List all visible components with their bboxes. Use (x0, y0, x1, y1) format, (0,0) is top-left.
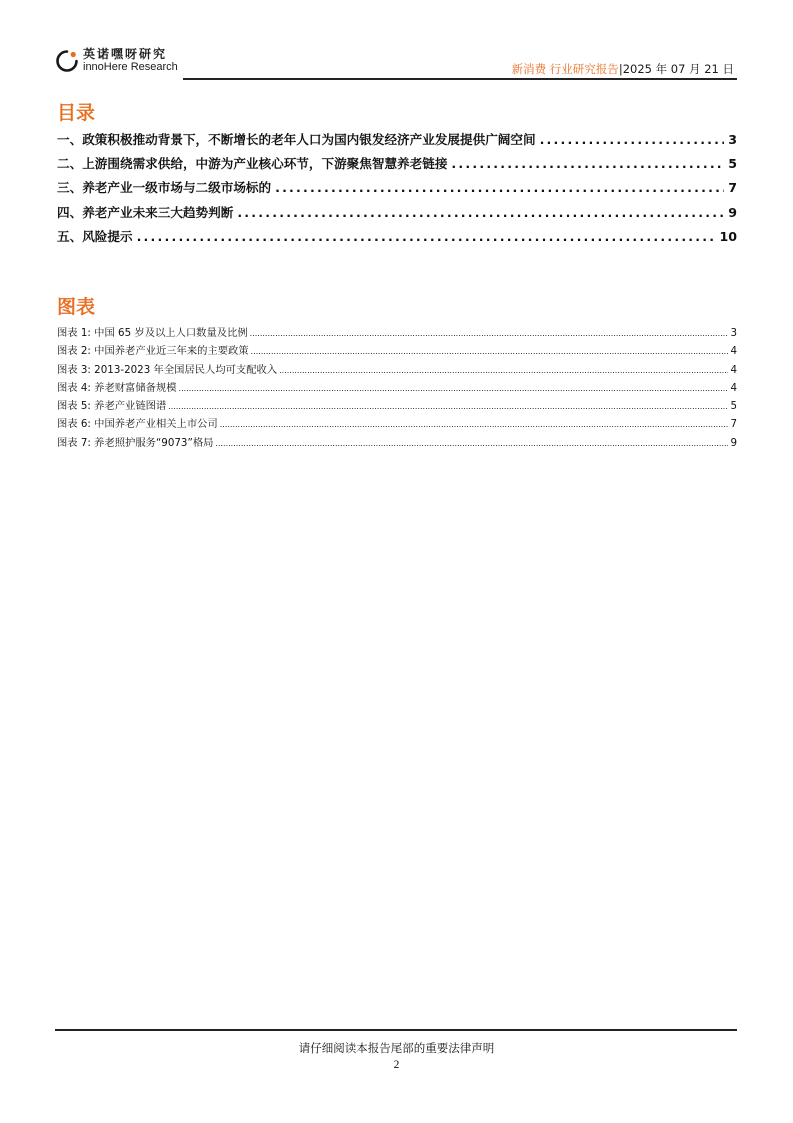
toc-entry-label: 一、政策积极推动背景下，不断增长的老年人口为国内银发经济产业发展提供广阔空间 (57, 132, 536, 147)
toc-entry-label: 四、养老产业未来三大趋势判断 (57, 204, 234, 220)
figure-entry-label: 图表 2: 中国养老产业近三年来的主要政策 (57, 345, 249, 358)
figure-leader-dots (279, 366, 728, 375)
toc-entry-page: 9 (728, 204, 737, 220)
toc-entry-page: 7 (728, 180, 737, 196)
figure-entry-3[interactable] (57, 361, 737, 379)
logo-english-name: innoHere Research (83, 61, 178, 73)
logo-chinese-name: 英诺嘿呀研究 (83, 47, 168, 61)
toc-entry-4[interactable] (57, 202, 737, 226)
toc-entry-label: 三、养老产业一级市场与二级市场标的 (57, 180, 272, 196)
toc-leader-dots (137, 229, 716, 244)
toc-leader-dots (275, 180, 724, 195)
page-header (55, 44, 737, 80)
figure-leader-dots (250, 329, 729, 338)
report-date: 2025 年 07 月 21 日 (622, 62, 734, 76)
legal-disclaimer: 请仔细阅读本报告尾部的重要法律声明 (298, 1041, 495, 1055)
toc-title: 目录 (57, 102, 96, 124)
figures-title: 图表 (57, 296, 96, 318)
figure-entry-1[interactable] (57, 324, 737, 342)
page-number: 2 (393, 1059, 400, 1071)
report-category: 新消费 行业研究报告 (511, 62, 619, 76)
figure-leader-dots (251, 347, 729, 356)
figure-entry-label: 图表 7: 养老照护服务“9073”格局 (57, 436, 214, 449)
list-of-figures (57, 324, 737, 452)
logo-ring-icon (55, 49, 79, 73)
figure-entry-label: 图表 5: 养老产业链图谱 (57, 400, 167, 413)
table-of-contents (57, 129, 737, 250)
figure-entry-page: 7 (730, 418, 737, 431)
figure-leader-dots (179, 384, 729, 393)
toc-entry-1[interactable] (57, 129, 737, 153)
figure-leader-dots (220, 420, 729, 429)
figure-entry-page: 4 (730, 363, 737, 376)
toc-entry-3[interactable] (57, 177, 737, 201)
figure-entry-5[interactable] (57, 397, 737, 415)
figure-entry-label: 图表 6: 中国养老产业相关上市公司 (57, 418, 218, 431)
figure-entry-label: 图表 1: 中国 65 岁及以上人口数量及比例 (57, 327, 248, 339)
figure-entry-label: 图表 3: 2013-2023 年全国居民人均可支配收入 (57, 363, 278, 376)
toc-entry-label: 二、上游围绕需求供给，中游为产业核心环节，下游聚焦智慧养老链接 (57, 156, 448, 172)
header-separator: | (618, 62, 623, 76)
toc-leader-dots (451, 156, 724, 171)
company-logo (55, 46, 178, 76)
figure-entry-page: 4 (730, 345, 737, 358)
toc-entry-page: 10 (719, 228, 737, 244)
figure-entry-7[interactable] (57, 434, 737, 452)
figure-entry-4[interactable] (57, 379, 737, 397)
toc-entry-page: 5 (728, 156, 737, 172)
toc-leader-dots (540, 132, 725, 147)
header-rule (183, 78, 737, 80)
figure-entry-page: 9 (730, 436, 737, 449)
figure-entry-page: 4 (730, 381, 737, 394)
figure-leader-dots (168, 402, 728, 411)
footer-rule (55, 1029, 737, 1031)
figure-entry-label: 图表 4: 养老财富储备规模 (57, 381, 177, 394)
figure-entry-6[interactable] (57, 415, 737, 433)
toc-entry-label: 五、风险提示 (57, 228, 133, 244)
toc-leader-dots (237, 205, 724, 220)
toc-entry-page: 3 (728, 132, 737, 147)
figure-entry-2[interactable] (57, 342, 737, 360)
report-info (512, 61, 734, 77)
figure-entry-page: 5 (730, 400, 737, 413)
toc-entry-5[interactable] (57, 226, 737, 250)
figure-entry-page: 3 (730, 327, 737, 339)
figure-leader-dots (215, 439, 728, 448)
toc-entry-2[interactable] (57, 153, 737, 177)
